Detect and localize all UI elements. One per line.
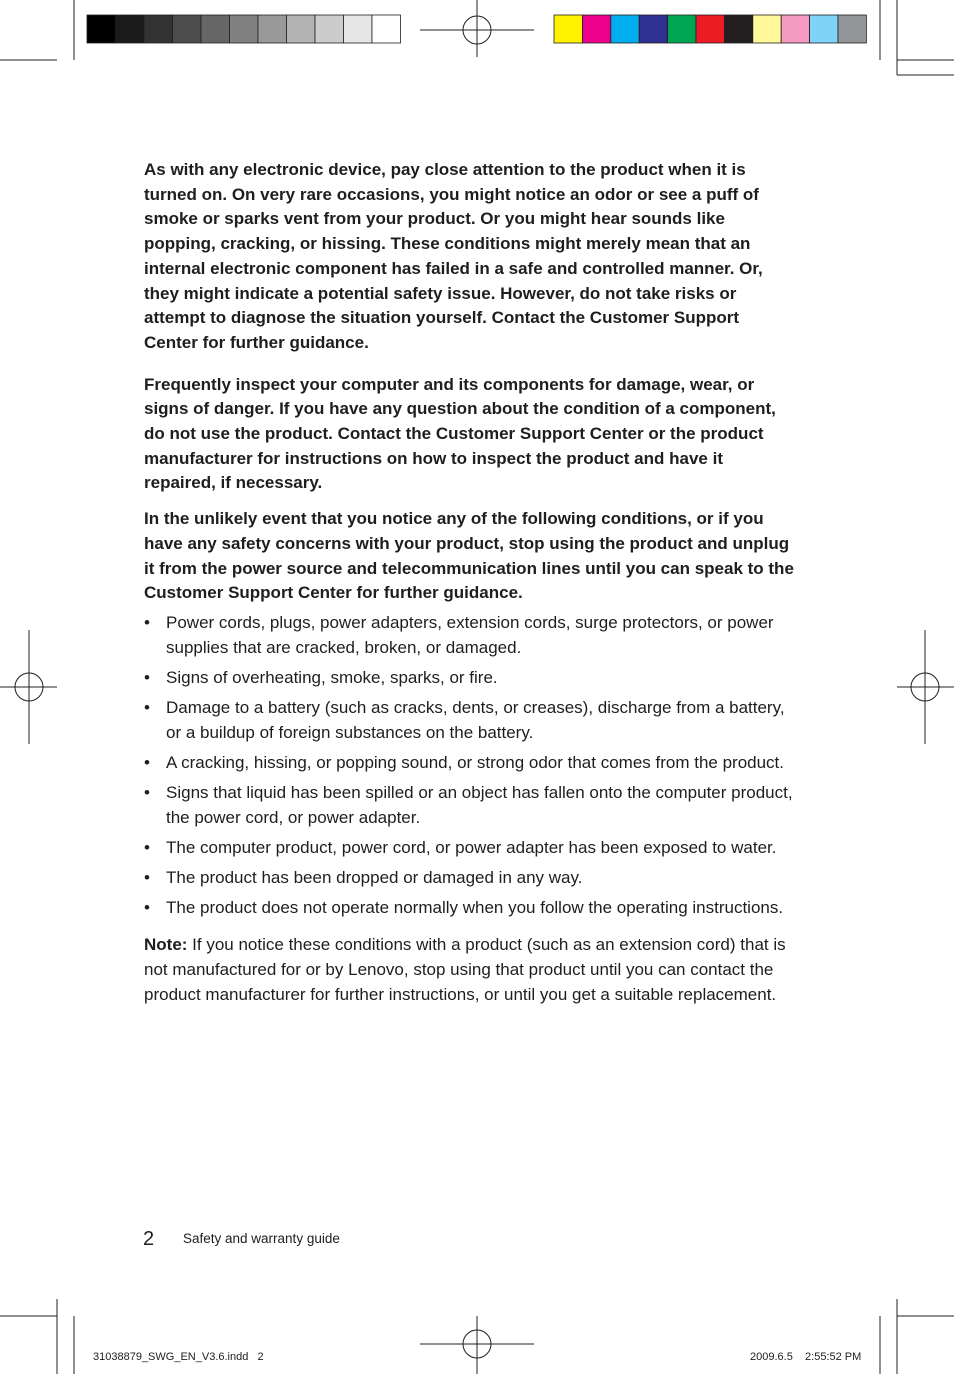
color-swatch	[258, 15, 287, 43]
registration-target-right	[897, 630, 954, 744]
page-footer	[143, 1228, 340, 1251]
bullet-icon: •	[144, 667, 150, 687]
slug-timestamp: 2009.6.5 2:55:52 PM	[750, 1351, 862, 1363]
color-swatch	[87, 15, 116, 43]
color-swatch	[344, 15, 373, 43]
color-swatch	[724, 15, 752, 43]
color-swatch	[372, 15, 401, 43]
color-swatch	[753, 15, 781, 43]
color-swatch	[173, 15, 202, 43]
registration-target-left	[0, 630, 57, 744]
color-swatch	[810, 15, 838, 43]
main-content	[144, 158, 794, 1024]
color-swatch	[582, 15, 610, 43]
page-number: 2	[143, 1228, 155, 1250]
bullet-icon: •	[144, 868, 150, 888]
bullet-icon: •	[144, 698, 150, 718]
bullet-icon: •	[144, 898, 150, 918]
color-swatch	[287, 15, 316, 43]
list-item: • Signs that liquid has been spilled or an object has fallen onto the computer product, the power cord, or power adapter.	[144, 783, 793, 827]
color-swatch	[554, 15, 582, 43]
bullet-icon: •	[144, 752, 150, 772]
color-swatch	[639, 15, 667, 43]
note-paragraph	[144, 933, 794, 1007]
bullet-icon: •	[144, 783, 150, 803]
color-swatch	[838, 15, 866, 43]
list-item: • Signs of overheating, smoke, sparks, or fire.	[144, 666, 794, 691]
color-swatch	[230, 15, 259, 43]
list-item: • The computer product, power cord, or power adapter has been exposed to water.	[144, 836, 794, 861]
note-label: Note:	[144, 935, 188, 955]
paragraph-inspect-computer: Frequently inspect your computer and its components for damage, wear, or signs of danger. If you have any question about the condition of a component, do not use the product. Contact the Customer Support Center or the product manufacturer for instructions on how to inspect the product and have it repaired, if necessary.	[144, 374, 776, 493]
list-item: • The product does not operate normally when you follow the operating instructions.	[144, 896, 794, 921]
registration-target-top	[420, 0, 534, 57]
bullet-icon: •	[144, 612, 150, 632]
color-swatch	[116, 15, 145, 43]
paragraph-unlikely-event: In the unlikely event that you notice any of the following conditions, or if you have any safety concerns with your product, stop using the product and unplug it from the power source and telecommunication lines until you can speak to the Customer Support Center for further guidance.	[144, 509, 794, 603]
conditions-list	[144, 611, 794, 921]
color-swatch	[144, 15, 173, 43]
paragraph-product-attention: As with any electronic device, pay close attention to the product when it is turned on. On very rare occasions, you might notice an odor or see a puff of smoke or sparks vent from your product. Or you might hear sounds like popping, cracking, or hissing. These conditions might merely mean that an internal electronic component has failed in a safe and controlled manner. Or, they might indicate a potential safety issue. However, do not take risks or attempt to diagnose the situation yourself. Contact the Customer Support Center for further guidance.	[144, 160, 763, 352]
color-swatch	[611, 15, 639, 43]
slug-file-name: 31038879_SWG_EN_V3.6.indd 2	[93, 1351, 264, 1363]
color-swatch	[668, 15, 696, 43]
list-item: • A cracking, hissing, or popping sound, or strong odor that comes from the product.	[144, 751, 794, 776]
list-item: • Power cords, plugs, power adapters, extension cords, surge protectors, or power supplies that are cracked, broken, or damaged.	[144, 612, 774, 657]
color-swatch	[696, 15, 724, 43]
note-text: If you notice these conditions with a product (such as an extension cord) that is not manufactured for or by Lenovo, stop using that product until you can contact the product manufacturer for further instructions, or until you get a suitable replacement.	[144, 935, 786, 1004]
registration-target-bottom	[420, 1316, 534, 1374]
list-item: • Damage to a battery (such as cracks, dents, or creases), discharge from a battery, or a buildup of foreign substances on the battery.	[144, 698, 785, 742]
color-swatch	[315, 15, 344, 43]
color-swatch	[201, 15, 230, 43]
footer-guide-title: Safety and warranty guide	[183, 1231, 340, 1246]
color-swatch	[781, 15, 809, 43]
grayscale-color-bar	[87, 15, 401, 43]
list-item: • The product has been dropped or damaged in any way.	[144, 866, 794, 891]
cmyk-color-bar	[554, 15, 866, 43]
bullet-icon: •	[144, 838, 150, 858]
